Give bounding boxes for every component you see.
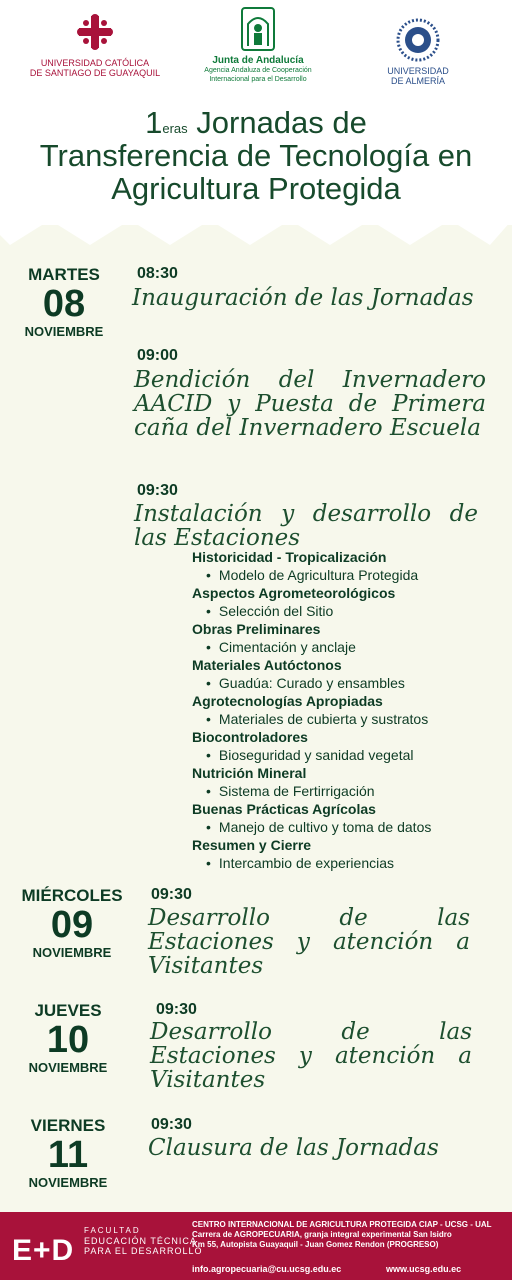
day-block-miercoles	[10, 886, 134, 960]
footer-web-link[interactable]: www.ucsg.edu.ec	[386, 1264, 462, 1274]
footer-info-line2: Carrera de AGROPECUARIA, granja integral experimental San Isidro	[192, 1230, 452, 1239]
topic-item: • Selección del Sitio	[192, 602, 492, 620]
faculty-line1: EDUCACIÓN TÉCNICA	[84, 1236, 197, 1246]
page-title	[0, 106, 512, 205]
ucsg-name-line2: DE SANTIAGO DE GUAYAQUIL	[29, 68, 161, 78]
zigzag-divider	[0, 200, 512, 260]
title-line3: Agricultura Protegida	[111, 171, 401, 206]
event-time: 09:30	[151, 1116, 192, 1133]
junta-name: Junta de Andalucía	[212, 55, 304, 66]
footer-info-line1: CENTRO INTERNACIONAL DE AGRICULTURA PROTEGIDA CIAP - UCSG - UAL	[192, 1220, 492, 1229]
ual-seal-icon	[396, 18, 440, 62]
title-line1: Jornadas de	[196, 105, 367, 140]
event-title: Clausura de las Jornadas	[148, 1135, 439, 1161]
topic-heading: Biocontroladores	[192, 729, 308, 745]
junta-logo	[188, 6, 328, 84]
day-block-viernes	[16, 1116, 120, 1190]
topic-item: • Guadúa: Curado y ensambles	[192, 674, 492, 692]
event-title: Inauguración de las Jornadas	[132, 285, 474, 311]
faculty-name	[84, 1236, 203, 1256]
day-block-jueves	[16, 1001, 120, 1075]
topic-heading: Buenas Prácticas Agrícolas	[192, 801, 376, 817]
day-number: 10	[46, 1019, 90, 1061]
footer-info-line3: Km 55, Autopista Guayaquil - Juan Gomez Rendon (PROGRESO)	[192, 1240, 439, 1249]
topic-heading: Obras Preliminares	[192, 621, 321, 637]
topic-item: • Intercambio de experiencias	[192, 854, 492, 872]
day-number: 11	[47, 1134, 89, 1176]
ed-logo: E+D	[12, 1234, 75, 1267]
topic-heading: Materiales Autóctonos	[192, 657, 342, 673]
day-number: 09	[50, 904, 94, 946]
faculty-line2: PARA EL DESARROLLO	[84, 1246, 203, 1256]
day-block-martes	[14, 265, 114, 339]
footer-email-link[interactable]: info.agropecuaria@cu.ucsg.edu.ec	[192, 1264, 342, 1274]
topic-item: • Cimentación y anclaje	[192, 638, 492, 656]
day-month: NOVIEMBRE	[24, 324, 104, 339]
event-title: Desarrollo de las Estaciones y atención a Visitantes	[150, 1019, 472, 1093]
day-name: MIÉRCOLES	[21, 886, 123, 905]
title-ordinal-suffix: eras	[162, 121, 188, 136]
footer-info	[192, 1220, 508, 1250]
topic-heading: Historicidad - Tropicalización	[192, 549, 387, 565]
event-time: 09:00	[137, 347, 178, 364]
title-line2: Transferencia de Tecnología en	[39, 138, 473, 173]
event-title: Desarrollo de las Estaciones y atención a Visitantes	[148, 905, 470, 979]
ucsg-name-line1: UNIVERSIDAD CATÓLICA	[40, 58, 150, 68]
day-name: MARTES	[28, 265, 100, 284]
event-title: Instalación y desarrollo de las Estaciones	[134, 501, 478, 551]
topic-heading: Resumen y Cierre	[192, 837, 312, 853]
junta-line2: Internacional para el Desarrollo	[209, 76, 307, 83]
event-title: Bendición del Invernadero AACID y Puesta de Primera caña del Invernadero Escuela	[134, 367, 486, 441]
day-name: VIERNES	[30, 1116, 106, 1135]
event-time: 09:30	[137, 482, 178, 499]
event-time: 09:30	[156, 1001, 197, 1018]
ucsg-logo	[20, 12, 170, 78]
topic-item: • Bioseguridad y sanidad vegetal	[192, 746, 492, 764]
day-number: 08	[42, 283, 86, 325]
title-ordinal: 1	[145, 105, 163, 140]
topic-item: • Modelo de Agricultura Protegida	[192, 566, 492, 584]
event-time: 08:30	[137, 265, 178, 282]
topic-item: • Sistema de Fertirrigación	[192, 782, 492, 800]
ual-line1: UNIVERSIDAD	[387, 66, 449, 76]
faculty-label: FACULTAD	[84, 1226, 141, 1235]
day-month: NOVIEMBRE	[32, 945, 112, 960]
junta-emblem-icon	[240, 6, 276, 52]
ual-line2: DE ALMERÍA	[390, 76, 446, 86]
event-time: 09:30	[151, 886, 192, 903]
topic-item: • Manejo de cultivo y toma de datos	[192, 818, 492, 836]
day-name: JUEVES	[34, 1001, 102, 1020]
topic-heading: Aspectos Agrometeorológicos	[192, 585, 396, 601]
ual-logo	[372, 18, 464, 86]
day-month: NOVIEMBRE	[28, 1175, 108, 1190]
topic-list	[192, 548, 492, 872]
junta-line1: Agencia Andaluza de Cooperación	[204, 67, 312, 74]
topic-item: • Materiales de cubierta y sustratos	[192, 710, 492, 728]
day-month: NOVIEMBRE	[28, 1060, 108, 1075]
footer	[0, 1212, 512, 1280]
ucsg-cross-icon	[75, 12, 115, 52]
topic-heading: Agrotecnologías Apropiadas	[192, 693, 383, 709]
topic-heading: Nutrición Mineral	[192, 765, 307, 781]
